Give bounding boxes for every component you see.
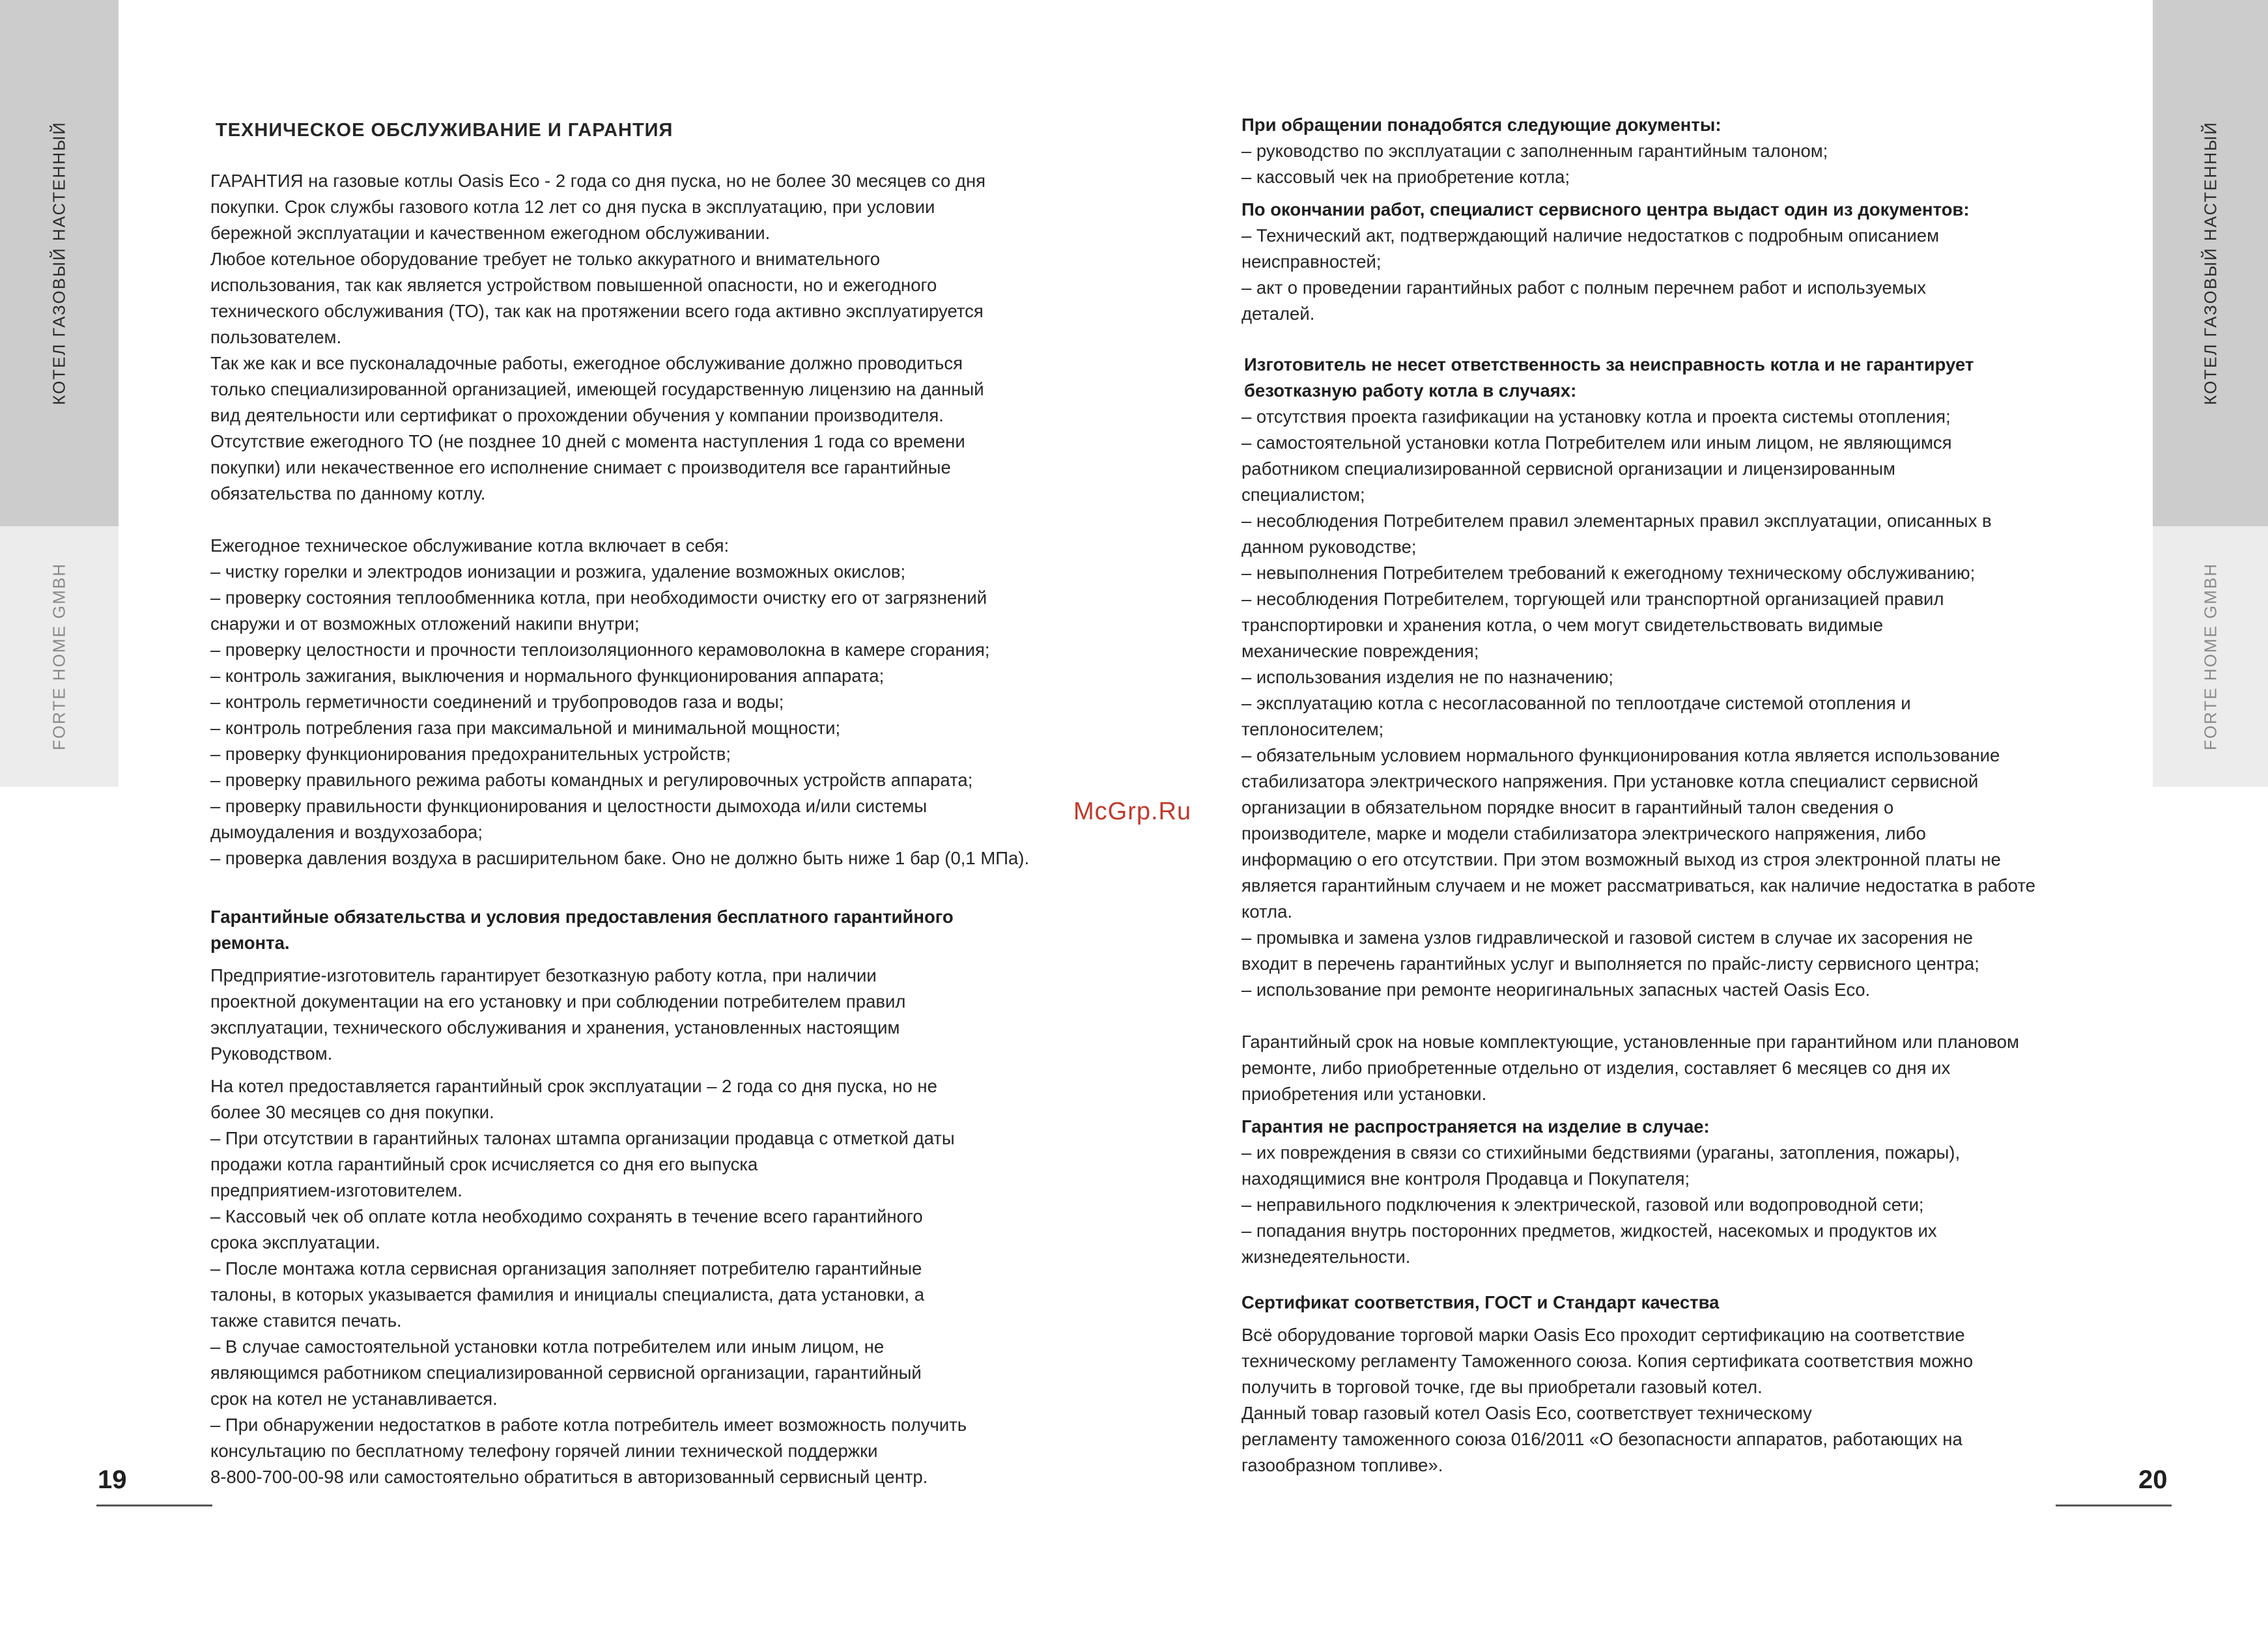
text-line: организации в обязательном порядке вносит в гарантийный талон сведения о: [1241, 797, 1894, 817]
text-line: – контроль потребления газа при максимальной и минимальной мощности;: [210, 718, 841, 738]
text-line: входит в перечень гарантийных услуг и выполняется по прайс-листу сервисного центра;: [1241, 954, 1979, 974]
side-tab-right-bottom-label: FORTE HOME GMBH: [2200, 562, 2220, 751]
text-line: данном руководстве;: [1241, 537, 1417, 557]
text-line: регламенту таможенного союза 016/2011 «О безопасности аппаратов, работающих на: [1241, 1429, 1963, 1449]
text-line: На котел предоставляется гарантийный срок эксплуатации – 2 года со дня пуска, но не: [210, 1076, 937, 1096]
text-line: газообразном топливе».: [1241, 1455, 1443, 1475]
text-line: информацию о его отсутствии. При этом возможный выход из строя электронной платы не: [1241, 849, 2001, 869]
warranty-terms: [210, 1073, 1070, 1490]
page-number-left: 19: [98, 1465, 127, 1494]
text-line: Любое котельное оборудование требует не только аккуратного и внимательного: [210, 249, 881, 269]
warranty-paragraph: [210, 963, 1070, 1067]
text-line: Всё оборудование торговой марки Oasis Eco проходит сертификацию на соответствие: [1241, 1325, 1965, 1345]
text-line: неисправностей;: [1241, 251, 1382, 272]
text-line: – самостоятельной установки котла Потребителем или иным лицом, не являющимся: [1241, 432, 1952, 453]
text-line: – невыполнения Потребителем требований к ежегодному техническому обслуживанию;: [1241, 563, 1976, 583]
text-line: являющимся работником специализированной сервисной организации, гарантийный: [210, 1363, 922, 1383]
text-line: консультацию по бесплатному телефону горячей линии технической поддержки: [210, 1441, 878, 1461]
text-line: – несоблюдения Потребителем, торгующей или транспортной организацией правил: [1241, 589, 1944, 609]
page-number-right: 20: [2138, 1465, 2168, 1494]
text-line: – После монтажа котла сервисная организация заполняет потребителю гарантийные: [210, 1258, 922, 1279]
text-line: теплоносителем;: [1241, 719, 1384, 739]
text-line: ремонте, либо приобретенные отдельно от изделия, составляет 6 месяцев со дня их: [1241, 1058, 1951, 1078]
heading-line: безотказную работу котла в случаях:: [1244, 380, 1577, 401]
side-tab-left-top: [0, 0, 119, 526]
maintenance-list: [210, 533, 1070, 871]
text-line: находящимися вне контроля Продавца и Покупателя;: [1241, 1168, 1690, 1189]
text-line: – В случае самостоятельной установки котла потребителем или иным лицом, не: [210, 1336, 885, 1357]
text-line: – проверку функционирования предохранительных устройств;: [210, 744, 731, 764]
text-line: жизнедеятельности.: [1241, 1247, 1411, 1267]
heading-line: ремонта.: [210, 933, 290, 953]
text-line: проектной документации на его установку и при соблюдении потребителем правил: [210, 991, 906, 1011]
text-line: – эксплуатацию котла с несогласованной по теплоотдаче системой отопления и: [1241, 693, 1911, 713]
text-line: Данный товар газовый котел Oasis Eco, соответствует техническому: [1241, 1403, 1812, 1423]
text-line: технического обслуживания (ТО), так как на протяжении всего года активно эксплуатируется: [210, 301, 984, 321]
text-line: только специализированной организацией, имеющей государственную лицензию на данный: [210, 379, 984, 399]
text-line: деталей.: [1241, 304, 1315, 324]
left-page-column: [210, 117, 1070, 1490]
text-line: – чистку горелки и электродов ионизации и розжига, удаление возможных окислов;: [210, 561, 906, 582]
text-line: Предприятие-изготовитель гарантирует безотказную работу котла, при наличии: [210, 965, 877, 985]
text-line: предприятием-изготовителем.: [210, 1180, 462, 1200]
side-tab-left-bottom: [0, 526, 119, 787]
text-line: покупки. Срок службы газового котла 12 лет со дня пуска в эксплуатацию, при условии: [210, 197, 935, 217]
text-line: приобретения или установки.: [1241, 1084, 1487, 1104]
text-line: более 30 месяцев со дня покупки.: [210, 1102, 494, 1122]
warranty-heading: [210, 904, 1070, 956]
text-line: – контроль герметичности соединений и трубопроводов газа и воды;: [210, 692, 784, 712]
text-line: талоны, в которых указывается фамилия и инициалы специалиста, дата установки, а: [210, 1284, 925, 1305]
text-line: – проверка давления воздуха в расширительном баке. Оно не должно быть ниже 1 бар (0,1 МПа).: [210, 848, 1030, 868]
text-line: – проверку состояния теплообменника котла, при необходимости очистку его от загрязнений: [210, 587, 987, 608]
text-line: – Кассовый чек об оплате котла необходимо сохранять в течение всего гарантийного: [210, 1206, 923, 1226]
text-line: вид деятельности или сертификат о прохождении обучения у компании производителя.: [210, 405, 944, 425]
text-line: дымоудаления и воздухозабора;: [210, 822, 483, 842]
certificate-paragraph: [1241, 1322, 2108, 1478]
side-tab-right-top: [2153, 0, 2268, 526]
text-line: – При отсутствии в гарантийных талонах штампа организации продавца с отметкой даты: [210, 1128, 955, 1148]
text-line: – обязательным условием нормального функционирования котла является использование: [1241, 745, 2000, 765]
page-number-rule-left: [96, 1505, 212, 1506]
text-line: обязательства по данному котлу.: [210, 483, 486, 503]
text-line: эксплуатации, технического обслуживания и хранения, установленных настоящим: [210, 1017, 900, 1038]
text-line: ГАРАНТИЯ на газовые котлы Oasis Eco - 2 года со дня пуска, но не более 30 месяцев со дня: [210, 171, 986, 191]
text-line: стабилизатора электрического напряжения. При установке котла специалист сервисной: [1241, 771, 1979, 791]
side-tab-right-top-label: КОТЕЛ ГАЗОВЫЙ НАСТЕННЫЙ: [2200, 121, 2220, 405]
text-line: – отсутствия проекта газификации на установку котла и проекта системы отопления;: [1241, 406, 1951, 427]
text-line: Гарантийный срок на новые комплектующие, установленные при гарантийном или плановом: [1241, 1032, 2019, 1052]
text-line: – использования изделия не по назначению;: [1241, 667, 1614, 687]
text-line: – руководство по эксплуатации с заполненным гарантийным талоном;: [1241, 141, 1828, 161]
text-line: 8-800-700-00-98 или самостоятельно обратиться в авторизованный сервисный центр.: [210, 1467, 928, 1487]
right-page-column: [1241, 112, 2108, 1478]
side-tab-left-bottom-label: FORTE HOME GMBH: [49, 562, 69, 751]
text-line: – попадания внутрь посторонних предметов, жидкостей, насекомых и продуктов их: [1241, 1221, 1937, 1241]
text-line: срока эксплуатации.: [210, 1232, 380, 1252]
exclusions-heading: Гарантия не распространяется на изделие в случае:: [1241, 1116, 1710, 1137]
page-title: ТЕХНИЧЕСКОЕ ОБСЛУЖИВАНИЕ И ГАРАНТИЯ: [216, 120, 673, 141]
heading-line: Изготовитель не несет ответственность за неисправность котла и не гарантирует: [1244, 354, 1974, 374]
text-line: покупки) или некачественное его исполнение снимает с производителя все гарантийные: [210, 457, 951, 477]
text-line: продажи котла гарантийный срок исчисляется со дня его выпуска: [210, 1154, 758, 1174]
text-line: – несоблюдения Потребителем правил элементарных правил эксплуатации, описанных в: [1241, 511, 1992, 531]
text-line: пользователем.: [210, 327, 342, 347]
text-line: – контроль зажигания, выключения и нормального функционирования аппарата;: [210, 666, 885, 686]
text-line: специалистом;: [1241, 485, 1365, 505]
text-line: – промывка и замена узлов гидравлической и газовой систем в случае их засорения не: [1241, 927, 1973, 948]
text-line: Так же как и все пусконаладочные работы, ежегодное обслуживание должно проводиться: [210, 353, 963, 373]
text-line: Руководством.: [210, 1043, 333, 1064]
after-works-heading: По окончании работ, специалист сервисного центра выдаст один из документов:: [1241, 199, 1970, 219]
side-tab-right-bottom: [2153, 526, 2268, 787]
text-line: транспортировки и хранения котла, о чем могут свидетельствовать видимые: [1241, 615, 1884, 635]
intro-paragraph: [210, 168, 1070, 507]
text-line: снаружи и от возможных отложений накипи внутри;: [210, 614, 640, 634]
liability-list: [1241, 404, 2108, 1003]
text-line: – проверку правильности функционирования и целостности дымохода и/или системы: [210, 796, 928, 816]
text-line: – проверку правильного режима работы командных и регулировочных устройств аппарата;: [210, 770, 973, 790]
certificate-heading: Сертификат соответствия, ГОСТ и Стандарт качества: [1241, 1292, 1720, 1312]
text-line: – использование при ремонте неоригинальных запасных частей Oasis Eco.: [1241, 980, 1871, 1000]
text-line: – Технический акт, подтверждающий наличие недостатков с подробным описанием: [1241, 225, 1939, 246]
text-line: – кассовый чек на приобретение котла;: [1241, 167, 1570, 187]
text-line: – неправильного подключения к электрической, газовой или водопроводной сети;: [1241, 1194, 1924, 1215]
page-number-rule-right: [2056, 1505, 2172, 1506]
text-line: – их повреждения в связи со стихийными бедствиями (ураганы, затопления, пожары),: [1241, 1142, 1961, 1163]
text-line: механические повреждения;: [1241, 641, 1479, 661]
text-line: получить в торговой точке, где вы приобретали газовый котел.: [1241, 1377, 1763, 1397]
text-line: срок на котел не устанавливается.: [210, 1389, 498, 1409]
parts-paragraph: [1241, 1029, 2108, 1107]
text-line: производителе, марке и модели стабилизатора электрического напряжения, либо: [1241, 823, 1926, 843]
heading-line: Гарантийные обязательства и условия предоставления бесплатного гарантийного: [210, 907, 954, 927]
text-line: бережной эксплуатации и качественном ежегодном обслуживании.: [210, 223, 771, 243]
text-line: также ставится печать.: [210, 1310, 402, 1331]
liability-heading: [1241, 352, 2108, 404]
text-line: использования, так как является устройством повышенной опасности, но и ежегодного: [210, 275, 937, 295]
text-line: – проверку целостности и прочности теплоизоляционного керамоволокна в камере сгорания;: [210, 640, 990, 660]
text-line: котла.: [1241, 901, 1293, 922]
exclusions-list: [1241, 1140, 2108, 1270]
text-line: работником специализированной сервисной организации и лицензированным: [1241, 459, 1895, 479]
text-line: является гарантийным случаем и не может рассматриваться, как наличие недостатка в работе: [1241, 875, 2035, 896]
text-line: Отсутствие ежегодного ТО (не позднее 10 дней с момента наступления 1 года со времени: [210, 431, 965, 451]
docs-heading: При обращении понадобятся следующие документы:: [1241, 115, 1722, 135]
watermark: McGrp.Ru: [1073, 798, 1192, 825]
text-line: – При обнаружении недостатков в работе котла потребитель имеет возможность получить: [210, 1415, 967, 1435]
side-tab-left-top-label: КОТЕЛ ГАЗОВЫЙ НАСТЕННЫЙ: [49, 121, 69, 405]
text-line: Ежегодное техническое обслуживание котла включает в себя:: [210, 535, 730, 556]
text-line: – акт о проведении гарантийных работ с полным перечнем работ и используемых: [1241, 277, 1927, 298]
text-line: техническому регламенту Таможенного союза. Копия сертификата соответствия можно: [1241, 1351, 1974, 1371]
